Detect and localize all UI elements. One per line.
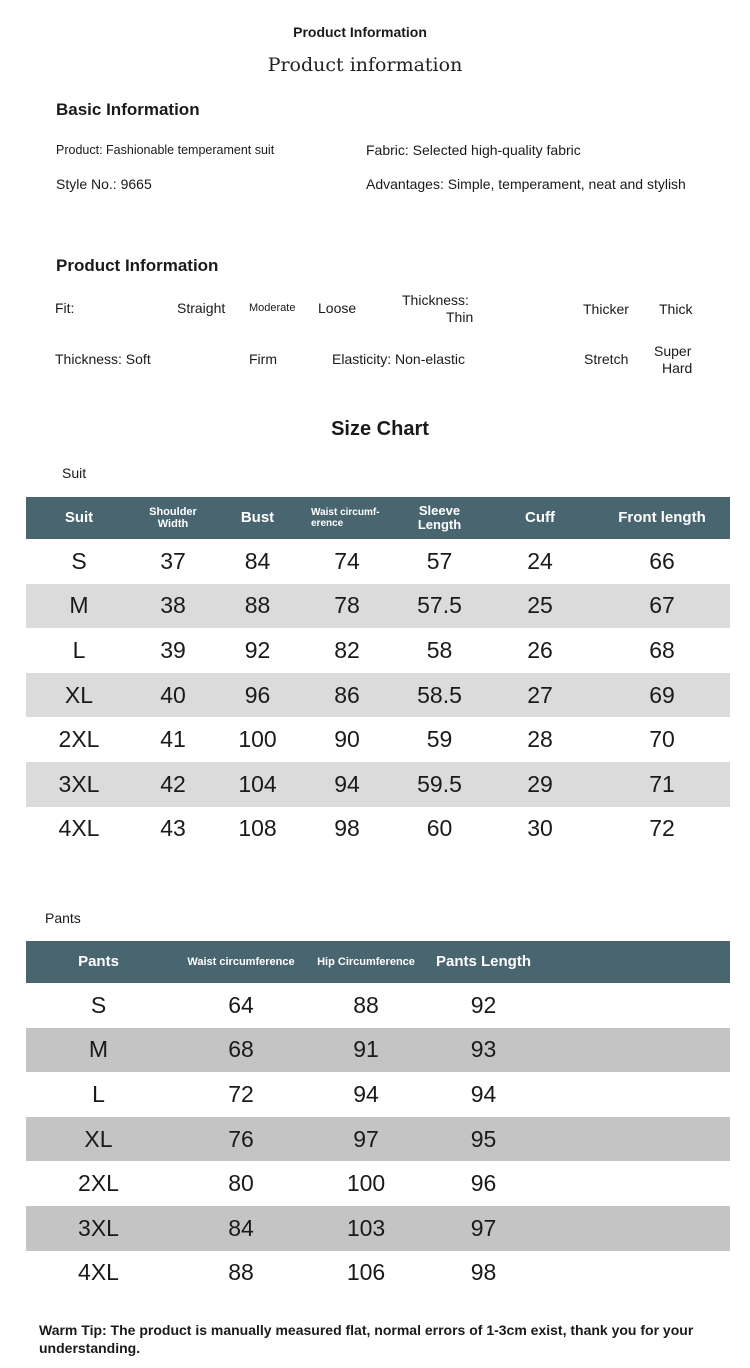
table-cell: 42 [132, 762, 214, 807]
table-cell: 72 [649, 815, 675, 842]
table-cell: 69 [594, 673, 730, 718]
table-cell: 57.5 [393, 584, 486, 629]
table-cell: M [26, 1028, 171, 1073]
table-cell: XL [26, 1117, 171, 1162]
table-cell: 103 [311, 1206, 421, 1251]
table-cell: 4XL [58, 815, 100, 842]
table-cell: 29 [486, 762, 594, 807]
fit-loose: Loose [318, 300, 357, 316]
table-cell: 91 [311, 1028, 421, 1073]
product-info-heading: Product Information [56, 256, 219, 275]
table-cell: 98 [334, 815, 360, 842]
table-row [26, 717, 730, 762]
table-row [26, 807, 730, 852]
table-cell: 95 [421, 1117, 546, 1162]
table-cell: 3XL [26, 762, 132, 807]
size-chart-title: Size Chart [331, 418, 429, 440]
suit-header-sleeve-line2: Length [417, 517, 462, 532]
fit-label: Fit: [55, 300, 75, 316]
pants-header-pants: Pants [26, 941, 171, 983]
table-cell: 59 [426, 726, 453, 753]
table-cell: 88 [353, 991, 379, 1018]
table-cell: 80 [228, 1170, 254, 1197]
table-cell: 106 [346, 1259, 386, 1286]
table-cell: 108 [238, 815, 277, 842]
table-row [26, 1251, 730, 1296]
table-row [26, 1072, 730, 1117]
fit-moderate: Moderate [249, 302, 296, 314]
pants-header-row [26, 941, 730, 983]
table-cell: 43 [160, 815, 186, 842]
elasticity-super: Super [654, 343, 692, 359]
pants-header-waist: Waist circumference [171, 941, 311, 983]
suit-header-shoulder: Shoulder Width [132, 497, 214, 539]
table-cell [546, 983, 730, 1028]
table-cell: 96 [214, 673, 301, 718]
table-cell [546, 1161, 730, 1206]
product-name: Product: Fashionable temperament suit [56, 143, 275, 157]
suit-header-sleeve-line1: Sleeve [418, 502, 461, 518]
table-cell: 40 [132, 673, 214, 718]
elasticity-label: Elasticity: Non-elastic [332, 351, 466, 367]
thickness-thick: Thick [659, 301, 693, 317]
suit-header-suit: Suit [26, 497, 132, 539]
table-cell: 84 [244, 547, 271, 574]
table-cell: 66 [649, 547, 675, 574]
table-cell: 92 [244, 636, 271, 663]
table-cell: 100 [346, 1170, 386, 1197]
table-cell: 84 [171, 1206, 311, 1251]
table-cell: 3XL [26, 1206, 171, 1251]
table-cell: 94 [301, 762, 393, 807]
table-cell: 68 [171, 1028, 311, 1073]
table-cell: 57 [426, 547, 453, 574]
table-cell: 97 [421, 1206, 546, 1251]
table-cell: 88 [214, 584, 301, 629]
softness-label: Thickness: Soft [55, 351, 151, 367]
table-cell: 96 [470, 1170, 497, 1197]
table-cell: 92 [470, 991, 497, 1018]
suit-header-row [26, 497, 730, 539]
table-cell: 64 [228, 991, 254, 1018]
table-cell: 2XL [78, 1170, 119, 1197]
suit-header-sleeve [393, 497, 486, 539]
table-cell: 72 [228, 1080, 254, 1107]
table-row [26, 628, 730, 673]
table-row [26, 584, 730, 629]
page-subtitle: Product information [267, 54, 463, 76]
table-cell: 24 [527, 547, 553, 574]
table-cell: M [26, 584, 132, 629]
table-cell: 82 [334, 636, 360, 663]
table-cell: XL [26, 673, 132, 718]
table-cell: 78 [301, 584, 393, 629]
suit-header-bust: Bust [214, 497, 301, 539]
table-cell: 98 [470, 1259, 497, 1286]
thickness-thin: Thin [446, 309, 474, 325]
table-cell: 38 [132, 584, 214, 629]
table-cell: 94 [470, 1080, 497, 1107]
table-cell: 100 [238, 726, 277, 753]
table-cell: 67 [594, 584, 730, 629]
suit-header-waist-line1: Waist circumf- [311, 507, 380, 518]
table-cell: 25 [486, 584, 594, 629]
table-cell: 71 [594, 762, 730, 807]
table-cell: 93 [421, 1028, 546, 1073]
table-cell: 68 [649, 636, 675, 663]
table-cell [546, 1206, 730, 1251]
table-cell: 74 [334, 547, 360, 574]
table-row [26, 1117, 730, 1162]
table-cell: 4XL [78, 1259, 119, 1286]
table-cell: 2XL [58, 726, 100, 753]
table-cell: L [92, 1080, 105, 1107]
suit-header-front-length: Front length [594, 497, 730, 539]
pants-size-table [26, 941, 730, 1295]
suit-header-waist [301, 497, 393, 539]
table-cell: 104 [214, 762, 301, 807]
suit-header-waist-line2: erence [311, 518, 344, 529]
table-cell: 60 [426, 815, 453, 842]
elasticity-stretch: Stretch [584, 351, 629, 367]
elasticity-hard: Hard [662, 360, 693, 376]
table-row [26, 673, 730, 718]
page-title: Product Information [293, 24, 427, 40]
table-cell: 76 [171, 1117, 311, 1162]
advantages-info: Advantages: Simple, temperament, neat and stylish [366, 176, 686, 192]
basic-info-heading: Basic Information [56, 100, 200, 119]
table-cell: S [90, 991, 107, 1018]
table-cell: 37 [160, 547, 186, 574]
table-cell [546, 1117, 730, 1162]
table-cell: 97 [311, 1117, 421, 1162]
pants-header-empty [546, 941, 730, 983]
table-cell: 39 [160, 636, 186, 663]
thickness-thicker: Thicker [583, 301, 629, 317]
table-cell [546, 1251, 730, 1296]
table-cell: 58.5 [393, 673, 486, 718]
table-cell: 59.5 [393, 762, 486, 807]
table-cell: 41 [160, 726, 186, 753]
table-cell: 26 [527, 636, 553, 663]
table-cell: L [72, 636, 86, 663]
table-cell [546, 1028, 730, 1073]
fit-straight: Straight [177, 300, 226, 316]
table-row [26, 1161, 730, 1206]
pants-header-length: Pants Length [421, 941, 546, 983]
table-cell [546, 1072, 730, 1117]
style-number: Style No.: 9665 [56, 176, 152, 192]
table-cell: 70 [649, 726, 675, 753]
table-row [26, 983, 730, 1028]
table-cell: 90 [334, 726, 360, 753]
table-cell: 27 [486, 673, 594, 718]
table-row [26, 539, 730, 584]
table-cell: 28 [527, 726, 553, 753]
softness-firm: Firm [249, 351, 277, 367]
warm-tip: Warm Tip: The product is manually measured flat, normal errors of 1-3cm exist, thank you for your understanding. [39, 1322, 694, 1356]
table-cell: 86 [301, 673, 393, 718]
table-cell: 58 [426, 636, 453, 663]
suit-size-table [26, 497, 730, 851]
table-row [26, 762, 730, 807]
table-cell: S [71, 547, 87, 574]
table-cell: 30 [527, 815, 553, 842]
thickness-label: Thickness: [402, 292, 469, 308]
table-cell: 94 [353, 1080, 379, 1107]
table-cell: 88 [228, 1259, 254, 1286]
table-row [26, 1028, 730, 1073]
table-row [26, 1206, 730, 1251]
pants-section-label: Pants [45, 910, 81, 926]
fabric-info: Fabric: Selected high-quality fabric [366, 142, 581, 158]
pants-header-hip: Hip Circumference [311, 941, 421, 983]
suit-section-label: Suit [62, 465, 87, 481]
suit-header-cuff: Cuff [486, 497, 594, 539]
